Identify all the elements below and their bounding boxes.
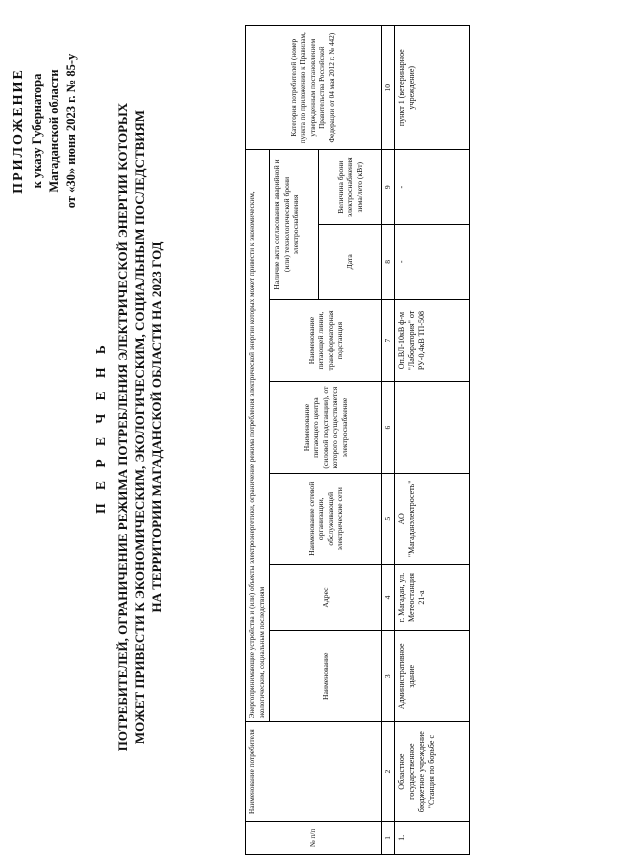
header-act-group: Наличие акта согласования аварийной и (или) технологической брони электроснабжения [270, 150, 319, 299]
column-number: 10 [382, 26, 395, 150]
heading-line-3: НА ТЕРРИТОРИИ МАГАДАНСКОЙ ОБЛАСТИ НА 2023 ГОД [149, 241, 164, 613]
cell-grid-org: АО "Магаданэлектросеть" [395, 473, 470, 564]
column-number: 9 [382, 150, 395, 225]
header-grid-org: Наименование сетевой организации, обслуживающей электрические сети [270, 473, 382, 564]
column-number: 4 [382, 564, 395, 630]
appendix-block [10, 16, 80, 246]
consumers-table [245, 25, 470, 855]
cell-date: - [395, 225, 470, 300]
header-num: № п/п [246, 821, 382, 854]
header-address: Адрес [270, 564, 382, 630]
column-number: 1 [382, 821, 395, 854]
column-number: 2 [382, 722, 395, 821]
header-date: Дата [319, 225, 382, 300]
appendix-line-1: к указу Губернатора [30, 73, 44, 189]
cell-category: пункт 1 (ветеринарное учреждение) [395, 26, 470, 150]
cell-reserve: - [395, 150, 470, 225]
column-number: 6 [382, 382, 395, 473]
header-feed-line: Наименование питающей линии, трансформаторная подстанция [270, 299, 382, 382]
document-heading [92, 47, 165, 807]
column-number: 8 [382, 225, 395, 300]
header-name: Наименование [270, 631, 382, 722]
header-group: Энергопринимающие устройства и (или) объекты электроэнергетики, ограничение режима потребления электрической энергии которых может привести к экономическим, экологическим, социальным последствиям [246, 150, 270, 722]
column-number: 3 [382, 631, 395, 722]
cell-feed-line: Оп.ВЛ-10кВ ф-м "Лаборатория" от РУ-0,4кВ ТП-508 [395, 299, 470, 382]
heading-line-1: ПОТРЕБИТЕЛЕЙ, ОГРАНИЧЕНИЕ РЕЖИМА ПОТРЕБЛЕНИЯ ЭЛЕКТРИЧЕСКОЙ ЭНЕРГИИ КОТОРЫХ [115, 102, 130, 752]
column-number: 5 [382, 473, 395, 564]
column-numbers-row [382, 26, 395, 855]
appendix-line-2: Магаданской области [47, 69, 61, 193]
cell-num: 1. [395, 821, 470, 854]
header-category: Категория потребителей (номер пункта по приложению к Правилам, утвержденным постановлением Правительства Российской Федерации от 04 мая 2012 г. № 442) [246, 26, 382, 150]
column-number: 7 [382, 299, 395, 382]
header-reserve: Величина брони электроснабжения зима/лето (кВт) [319, 150, 382, 225]
table-header-row-1 [246, 26, 270, 855]
appendix-line-3: от «30» июня 2023 г. № 85-у [64, 53, 78, 209]
header-feed-center: Наименование питающего центра (силовой подстанции), от которого осуществляется электроснабжение [270, 382, 382, 473]
heading-line-2: МОЖЕТ ПРИВЕСТИ К ЭКОНОМИЧЕСКИМ, ЭКОЛОГИЧЕСКИМ, СОЦИАЛЬНЫМ ПОСЛЕДСТВИЯМ [132, 109, 147, 745]
cell-feed-center [395, 382, 470, 473]
cell-consumer: Областное государственное бюджетное учреждение "Станция по борьбе с [395, 722, 470, 821]
cell-name: Административное здание [395, 631, 470, 722]
cell-address: г. Магадан, ул. Метеостанция 21-а [395, 564, 470, 630]
appendix-title: ПРИЛОЖЕНИЕ [11, 68, 26, 194]
table-row [395, 26, 470, 855]
header-consumer: Наименование потребителя [246, 722, 382, 821]
heading-title: П Е Р Е Ч Е Н Ь [93, 340, 108, 514]
